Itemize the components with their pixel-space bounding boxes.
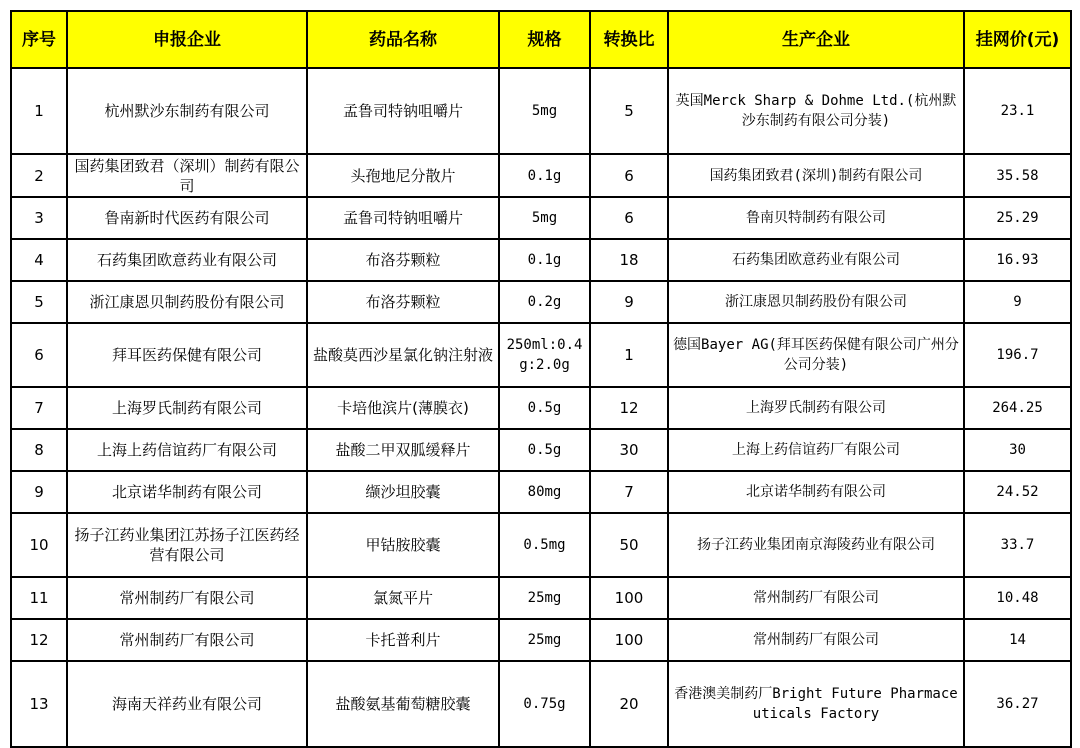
serial-no-cell: 12 xyxy=(11,619,67,661)
applicant-cell: 杭州默沙东制药有限公司 xyxy=(67,68,307,154)
manufacturer-cell: 上海罗氏制药有限公司 xyxy=(668,387,964,429)
drug-name-cell: 孟鲁司特钠咀嚼片 xyxy=(307,197,499,239)
spec-cell: 5mg xyxy=(499,68,590,154)
table-row xyxy=(11,239,1071,281)
ratio-cell: 9 xyxy=(590,281,668,323)
spec-cell: 0.1g xyxy=(499,154,590,197)
applicant-cell: 北京诺华制药有限公司 xyxy=(67,471,307,513)
header-spec: 规格 xyxy=(499,11,590,68)
ratio-cell: 18 xyxy=(590,239,668,281)
ratio-cell: 12 xyxy=(590,387,668,429)
serial-no-cell: 4 xyxy=(11,239,67,281)
price-cell: 196.7 xyxy=(964,323,1071,387)
ratio-cell: 100 xyxy=(590,619,668,661)
table-row xyxy=(11,577,1071,619)
manufacturer-cell: 国药集团致君(深圳)制药有限公司 xyxy=(668,154,964,197)
manufacturer-cell: 浙江康恩贝制药股份有限公司 xyxy=(668,281,964,323)
header-serial-no: 序号 xyxy=(11,11,67,68)
manufacturer-cell: 北京诺华制药有限公司 xyxy=(668,471,964,513)
ratio-cell: 20 xyxy=(590,661,668,747)
ratio-cell: 5 xyxy=(590,68,668,154)
header-row xyxy=(11,11,1071,68)
drug-name-cell: 卡托普利片 xyxy=(307,619,499,661)
ratio-cell: 7 xyxy=(590,471,668,513)
spec-cell: 0.5g xyxy=(499,429,590,471)
drug-name-cell: 盐酸莫西沙星氯化钠注射液 xyxy=(307,323,499,387)
applicant-cell: 上海罗氏制药有限公司 xyxy=(67,387,307,429)
drug-name-cell: 盐酸氨基葡萄糖胶囊 xyxy=(307,661,499,747)
ratio-cell: 30 xyxy=(590,429,668,471)
price-cell: 35.58 xyxy=(964,154,1071,197)
price-cell: 10.48 xyxy=(964,577,1071,619)
manufacturer-cell: 香港澳美制药厂Bright Future Pharmaceuticals Factory xyxy=(668,661,964,747)
table-row xyxy=(11,661,1071,747)
manufacturer-cell: 鲁南贝特制药有限公司 xyxy=(668,197,964,239)
drug-name-cell: 卡培他滨片(薄膜衣) xyxy=(307,387,499,429)
drug-name-cell: 孟鲁司特钠咀嚼片 xyxy=(307,68,499,154)
table-row xyxy=(11,619,1071,661)
spec-cell: 25mg xyxy=(499,577,590,619)
price-cell: 36.27 xyxy=(964,661,1071,747)
table-row xyxy=(11,68,1071,154)
price-table xyxy=(10,10,1072,748)
drug-name-cell: 布洛芬颗粒 xyxy=(307,239,499,281)
applicant-cell: 鲁南新时代医药有限公司 xyxy=(67,197,307,239)
price-cell: 24.52 xyxy=(964,471,1071,513)
manufacturer-cell: 石药集团欧意药业有限公司 xyxy=(668,239,964,281)
serial-no-cell: 2 xyxy=(11,154,67,197)
price-cell: 16.93 xyxy=(964,239,1071,281)
spec-cell: 0.5mg xyxy=(499,513,590,577)
manufacturer-cell: 英国Merck Sharp & Dohme Ltd.(杭州默沙东制药有限公司分装) xyxy=(668,68,964,154)
serial-no-cell: 1 xyxy=(11,68,67,154)
applicant-cell: 扬子江药业集团江苏扬子江医药经营有限公司 xyxy=(67,513,307,577)
drug-name-cell: 甲钴胺胶囊 xyxy=(307,513,499,577)
manufacturer-cell: 常州制药厂有限公司 xyxy=(668,619,964,661)
drug-name-cell: 缬沙坦胶囊 xyxy=(307,471,499,513)
price-cell: 9 xyxy=(964,281,1071,323)
header-ratio: 转换比 xyxy=(590,11,668,68)
spec-cell: 25mg xyxy=(499,619,590,661)
serial-no-cell: 9 xyxy=(11,471,67,513)
serial-no-cell: 13 xyxy=(11,661,67,747)
spec-cell: 5mg xyxy=(499,197,590,239)
header-price: 挂网价(元) xyxy=(964,11,1071,68)
price-cell: 25.29 xyxy=(964,197,1071,239)
applicant-cell: 常州制药厂有限公司 xyxy=(67,577,307,619)
table-row xyxy=(11,281,1071,323)
drug-name-cell: 盐酸二甲双胍缓释片 xyxy=(307,429,499,471)
price-cell: 23.1 xyxy=(964,68,1071,154)
drug-name-cell: 布洛芬颗粒 xyxy=(307,281,499,323)
serial-no-cell: 11 xyxy=(11,577,67,619)
ratio-cell: 1 xyxy=(590,323,668,387)
applicant-cell: 海南天祥药业有限公司 xyxy=(67,661,307,747)
manufacturer-cell: 上海上药信谊药厂有限公司 xyxy=(668,429,964,471)
ratio-cell: 100 xyxy=(590,577,668,619)
table-row xyxy=(11,471,1071,513)
applicant-cell: 国药集团致君（深圳）制药有限公司 xyxy=(67,154,307,197)
ratio-cell: 6 xyxy=(590,154,668,197)
serial-no-cell: 3 xyxy=(11,197,67,239)
header-applicant: 申报企业 xyxy=(67,11,307,68)
manufacturer-cell: 常州制药厂有限公司 xyxy=(668,577,964,619)
spec-cell: 80mg xyxy=(499,471,590,513)
spec-cell: 0.1g xyxy=(499,239,590,281)
table-row xyxy=(11,197,1071,239)
manufacturer-cell: 德国Bayer AG(拜耳医药保健有限公司广州分公司分装) xyxy=(668,323,964,387)
manufacturer-cell: 扬子江药业集团南京海陵药业有限公司 xyxy=(668,513,964,577)
applicant-cell: 常州制药厂有限公司 xyxy=(67,619,307,661)
serial-no-cell: 7 xyxy=(11,387,67,429)
spec-cell: 0.75g xyxy=(499,661,590,747)
header-drug-name: 药品名称 xyxy=(307,11,499,68)
serial-no-cell: 6 xyxy=(11,323,67,387)
serial-no-cell: 5 xyxy=(11,281,67,323)
table-row xyxy=(11,387,1071,429)
applicant-cell: 拜耳医药保健有限公司 xyxy=(67,323,307,387)
price-cell: 30 xyxy=(964,429,1071,471)
table-row xyxy=(11,429,1071,471)
table-row xyxy=(11,154,1071,197)
serial-no-cell: 8 xyxy=(11,429,67,471)
drug-name-cell: 头孢地尼分散片 xyxy=(307,154,499,197)
spec-cell: 250ml:0.4g:2.0g xyxy=(499,323,590,387)
header-manufacturer: 生产企业 xyxy=(668,11,964,68)
drug-name-cell: 氯氮平片 xyxy=(307,577,499,619)
price-cell: 33.7 xyxy=(964,513,1071,577)
applicant-cell: 浙江康恩贝制药股份有限公司 xyxy=(67,281,307,323)
spec-cell: 0.5g xyxy=(499,387,590,429)
applicant-cell: 上海上药信谊药厂有限公司 xyxy=(67,429,307,471)
table-row xyxy=(11,513,1071,577)
price-cell: 264.25 xyxy=(964,387,1071,429)
table-row xyxy=(11,323,1071,387)
applicant-cell: 石药集团欧意药业有限公司 xyxy=(67,239,307,281)
ratio-cell: 50 xyxy=(590,513,668,577)
price-cell: 14 xyxy=(964,619,1071,661)
serial-no-cell: 10 xyxy=(11,513,67,577)
ratio-cell: 6 xyxy=(590,197,668,239)
spec-cell: 0.2g xyxy=(499,281,590,323)
